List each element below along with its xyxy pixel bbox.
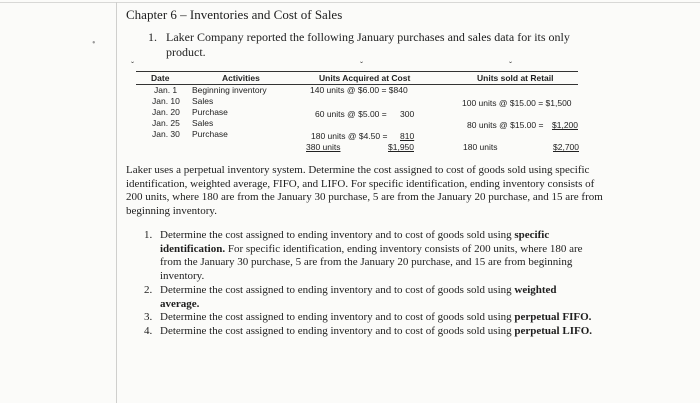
table-top-rule xyxy=(136,71,578,72)
page-left-border xyxy=(116,2,117,403)
question-number: 1. xyxy=(144,229,153,241)
table-row-date: Jan. 25 xyxy=(152,118,180,128)
table-row-acquired-amount: 300 xyxy=(400,109,415,119)
total-sold-amount: $2,700 xyxy=(553,142,579,152)
table-tick-mark-icon: ˇ xyxy=(509,60,512,70)
col-header-date: Date xyxy=(151,73,170,83)
page-top-border xyxy=(0,2,700,3)
question-item xyxy=(160,229,596,283)
table-row-date: Jan. 10 xyxy=(152,96,180,106)
question-text: Determine the cost assigned to ending inventory and to cost of goods sold using xyxy=(160,311,515,323)
question-method: perpetual LIFO. xyxy=(514,325,593,337)
table-row-acquired-amount: 810 xyxy=(400,131,415,141)
total-acquired-units: 380 units xyxy=(306,142,341,152)
table-row-acquired: 60 units @ $5.00 = xyxy=(315,109,387,119)
question-item xyxy=(160,311,620,325)
table-row-activity: Sales xyxy=(192,96,214,106)
table-row-activity: Purchase xyxy=(192,107,228,117)
table-row-activity: Sales xyxy=(192,118,214,128)
table-row-acquired: 180 units @ $4.50 = xyxy=(311,131,388,141)
question-item xyxy=(160,284,596,311)
question-text: Determine the cost assigned to ending inventory and to cost of goods sold using xyxy=(160,284,515,296)
margin-bullet-icon: • xyxy=(92,38,96,49)
total-sold-units: 180 units xyxy=(463,142,498,152)
col-header-activities: Activities xyxy=(222,73,260,83)
table-row-date: Jan. 20 xyxy=(152,107,180,117)
question-number: 4. xyxy=(144,325,153,337)
chapter-title: Chapter 6 – Inventories and Cost of Sales xyxy=(126,7,343,22)
table-row-activity: Beginning inventory xyxy=(192,85,267,95)
question-text: Determine the cost assigned to ending inventory and to cost of goods sold using xyxy=(160,325,515,337)
total-acquired-amount: $1,950 xyxy=(388,142,414,152)
col-header-sold: Units sold at Retail xyxy=(477,73,554,83)
problem-description: Laker uses a perpetual inventory system. Determine the cost assigned to cost of goods sold using specific identification, weighted average, FIFO, and LIFO. For specific identification, ending inventory consists of 200 units, where 180 are from the January 30 purchase, 5 are from the January 20 purchase, and 15 are from beginning inventory. xyxy=(126,164,603,217)
table-row-activity: Purchase xyxy=(192,129,228,139)
table-row-sold: 80 units @ $15.00 = xyxy=(467,120,544,130)
col-header-acquired: Units Acquired at Cost xyxy=(319,73,411,83)
table-row-date: Jan. 30 xyxy=(152,129,180,139)
table-tick-mark-icon: ˇ xyxy=(131,60,134,70)
table-row-date: Jan. 1 xyxy=(154,85,178,95)
question-item xyxy=(160,325,596,339)
table-row-sold-amount: $1,200 xyxy=(552,120,578,130)
question-text-extra: For specific identification, ending inventory consists of 200 units, where 180 are from the January 30 purchase, 5 are from the January 20 purchase, and 15 are from beginning inventory. xyxy=(160,242,583,282)
question-number: 2. xyxy=(144,284,153,296)
table-row-acquired: 140 units @ $6.00 = $840 xyxy=(310,85,408,95)
table-tick-mark-icon: ˇ xyxy=(360,60,363,70)
table-row-sold: 100 units @ $15.00 = $1,500 xyxy=(462,98,572,108)
question-number: 3. xyxy=(144,311,153,323)
question-method: weighted average. xyxy=(160,284,557,310)
question-method: specific identification. xyxy=(160,229,550,255)
problem-intro: Laker Company reported the following January purchases and sales data for its only product. xyxy=(166,30,570,59)
question-text: Determine the cost assigned to ending inventory and to cost of goods sold using xyxy=(160,229,515,241)
problem-number: 1. xyxy=(148,30,157,44)
question-method: perpetual FIFO. xyxy=(514,311,592,323)
